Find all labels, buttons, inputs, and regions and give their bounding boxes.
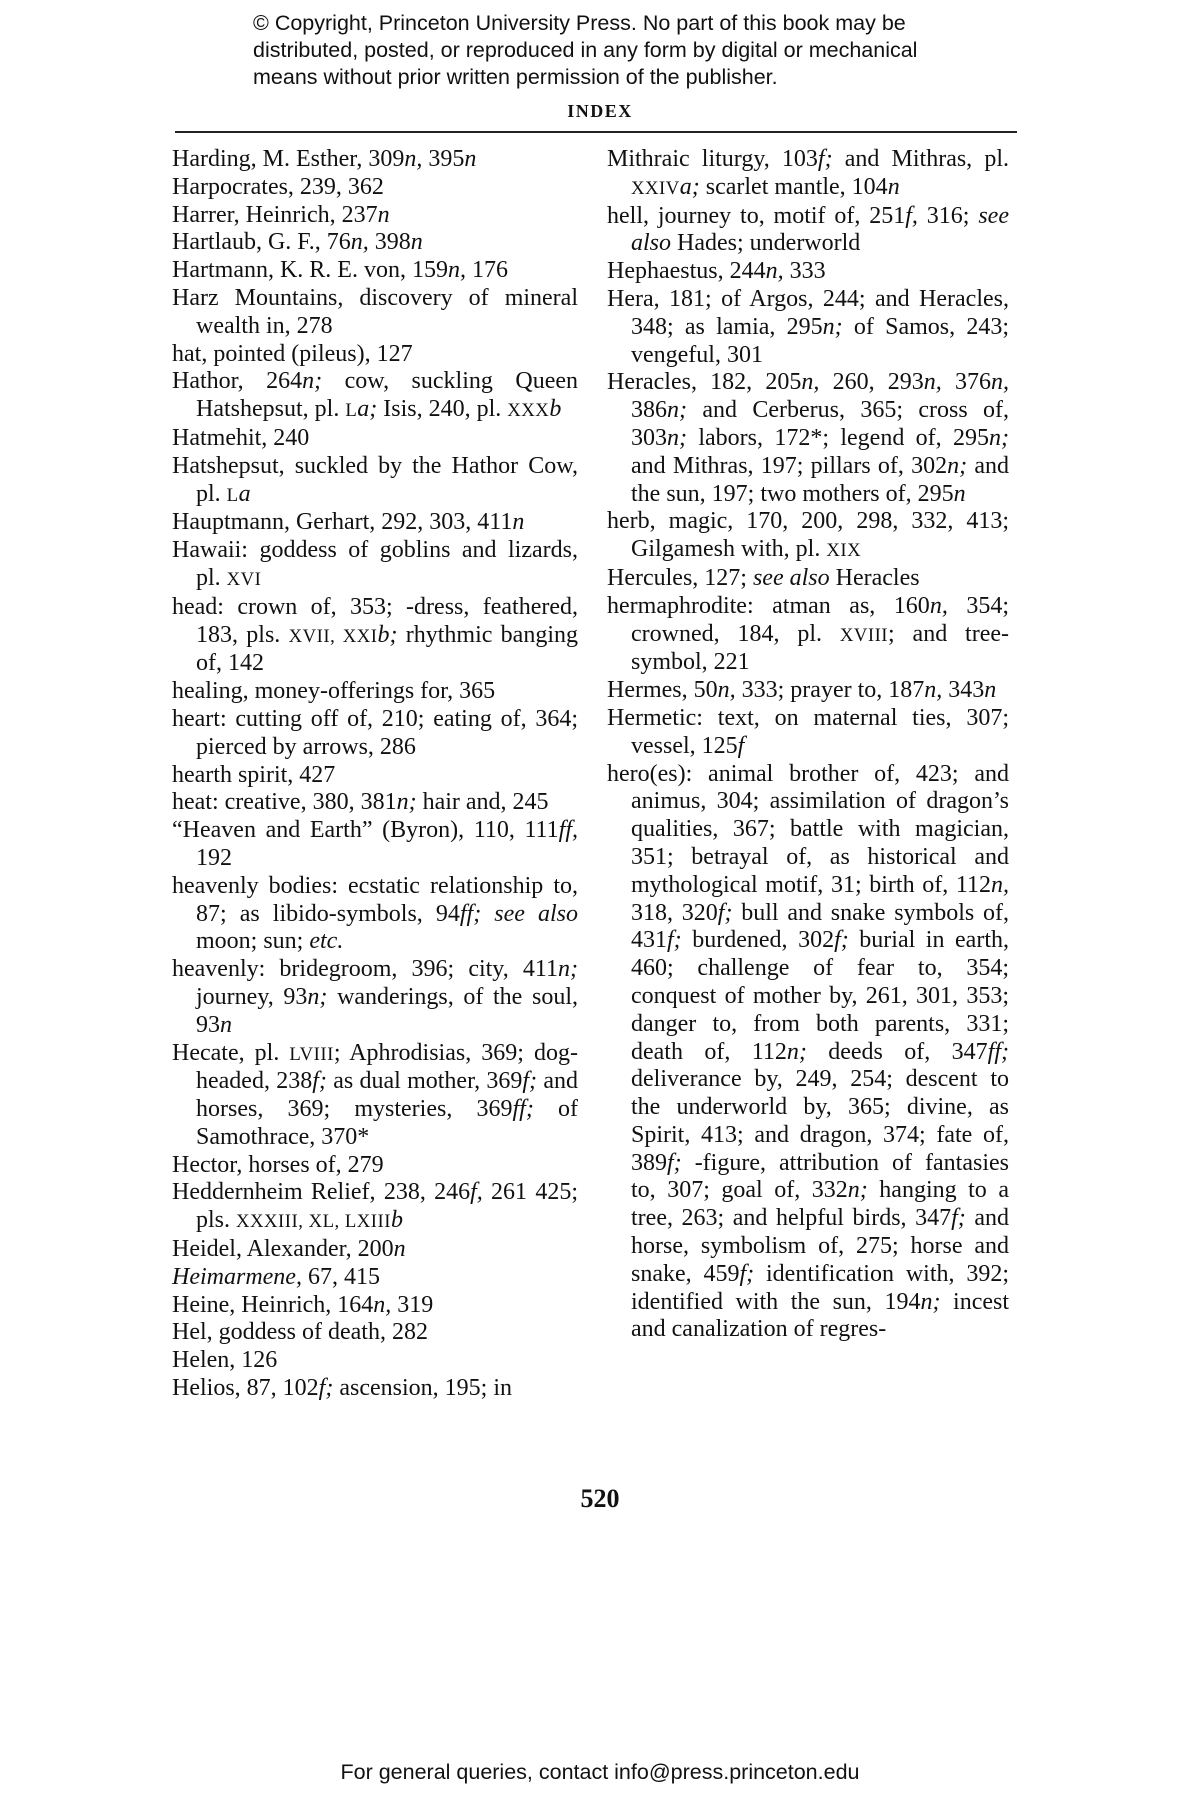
index-entry: herb, magic, 170, 200, 298, 332, 413; Gilgamesh with, pl. XIX (607, 508, 1009, 563)
index-entry: heart: cutting off of, 210; eating of, 364; pierced by arrows, 286 (172, 705, 578, 760)
index-entry: Heine, Heinrich, 164n, 319 (172, 1291, 434, 1318)
index-entry: Harz Mountains, discovery of mineral wealth in, 278 (172, 284, 578, 339)
index-entry: Hatshepsut, suckled by the Hathor Cow, pl. La (172, 452, 578, 507)
index-entry: hell, journey to, motif of, 251f, 316; see also Hades; underworld (607, 202, 1009, 257)
index-entry: Mithraic liturgy, 103f; and Mithras, pl. XXIVa; scarlet mantle, 104n (607, 146, 1009, 200)
index-entry: Hathor, 264n; cow, suckling Queen Hatshepsut, pl. La; Isis, 240, pl. XXXb (172, 368, 579, 423)
index-entry: Hermetic: text, on maternal ties, 307; vessel, 125f (607, 704, 1009, 759)
copyright-line: distributed, posted, or reproduced in any form by digital or mechanical (253, 38, 918, 62)
contact-footer: For general queries, contact info@press.princeton.edu (340, 1760, 860, 1784)
index-column-left (172, 146, 578, 1403)
index-entry: Harpocrates, 239, 362 (172, 173, 384, 200)
index-entry: Hephaestus, 244n, 333 (607, 258, 826, 285)
index-entry: hermaphrodite: atman as, 160n, 354; crowned, 184, pl. XVIII; and tree-symbol, 221 (607, 592, 1009, 676)
index-entry: heavenly bodies: ecstatic relationship to, 87; as libido-symbols, 94ff; see also moon; sun; etc. (172, 872, 579, 955)
index-entry: Heracles, 182, 205n, 260, 293n, 376n, 386n; and Cerberus, 365; cross of, 303n; labors, 172*; legend of, 295n; and Mithras, 197; pillars of, 302n; and the sun, 197; two mothers of, 295n (607, 369, 1010, 507)
index-entry: hearth spirit, 427 (172, 761, 336, 788)
index-entry: Hecate, pl. LVIII; Aphrodisias, 369; dog-headed, 238f; as dual mother, 369f; and horses, 369; mysteries, 369ff; of Samothrace, 370* (172, 1039, 578, 1150)
index-entry: healing, money-offerings for, 365 (172, 678, 496, 705)
index-column-right (607, 146, 1009, 1344)
index-entry: Hel, goddess of death, 282 (172, 1319, 428, 1346)
index-entry: Hercules, 127; see also Heracles (607, 564, 920, 591)
copyright-notice (253, 10, 1013, 91)
index-entry: Hauptmann, Gerhart, 292, 303, 411n (172, 509, 525, 536)
header-rule (175, 131, 1017, 133)
index-entry: Hawaii: goddess of goblins and lizards, pl. XVI (172, 537, 578, 591)
running-head: INDEX (567, 101, 633, 121)
index-entry: Hartlaub, G. F., 76n, 398n (172, 229, 423, 256)
index-entry: “Heaven and Earth” (Byron), 110, 111ff, 192 (172, 817, 578, 871)
index-entry: Hector, horses of, 279 (172, 1151, 384, 1178)
index-entry: Helen, 126 (172, 1347, 278, 1374)
index-entry: Harrer, Heinrich, 237n (172, 201, 390, 228)
page-number: 520 (580, 1484, 620, 1513)
index-entry: Heddernheim Relief, 238, 246f, 261 425; pls. XXXIII, XL, LXIIIb (172, 1179, 578, 1234)
copyright-line: means without prior written permission of the publisher. (253, 65, 778, 89)
index-entry: head: crown of, 353; -dress, feathered, 183, pls. XVII, XXIb; rhythmic banging of, 142 (172, 593, 578, 677)
index-entry: Heidel, Alexander, 200n (172, 1236, 406, 1263)
index-entry: Hera, 181; of Argos, 244; and Heracles, 348; as lamia, 295n; of Samos, 243; vengeful, 301 (607, 285, 1010, 368)
index-entry: heat: creative, 380, 381n; hair and, 245 (172, 789, 549, 816)
index-entry: Hermes, 50n, 333; prayer to, 187n, 343n (607, 677, 997, 704)
index-entry: heavenly: bridegroom, 396; city, 411n; journey, 93n; wanderings, of the soul, 93n (172, 956, 578, 1038)
index-entry: hero(es): animal brother of, 423; and animus, 304; assimilation of dragon’s qualities, 367; battle with magician, 351; betrayal of, as historical and mythological motif, 31; birth of, 112n, 318, 320f; bull and snake symbols of, 431f; burdened, 302f; burial in earth, 460; challenge of fear to, 354; conquest of mother by, 261, 301, 353; danger to, from both parents, 331; death of, 112n; deeds of, 347ff; deliverance by, 249, 254; descent to the underworld by, 365; divine, as Spirit, 413; and dragon, 374; fate of, 389f; -figure, attribution of fantasies to, 307; goal of, 332n; hanging to a tree, 263; and helpful birds, 347f; and horse, symbolism of, 275; horse and snake, 459f; identification with, 392; identified with the sun, 194n; incest and canalization of regres- (607, 760, 1010, 1343)
index-entry: hat, pointed (pileus), 127 (172, 340, 413, 367)
index-entry: Harding, M. Esther, 309n, 395n (172, 146, 477, 172)
copyright-line: © Copyright, Princeton University Press. No part of this book may be (253, 11, 906, 35)
index-entry: Heimarmene, 67, 415 (172, 1263, 380, 1290)
index-entry: Helios, 87, 102f; ascension, 195; in (172, 1375, 512, 1402)
index-entry: Hartmann, K. R. E. von, 159n, 176 (172, 257, 508, 284)
index-entry: Hatmehit, 240 (172, 424, 310, 451)
